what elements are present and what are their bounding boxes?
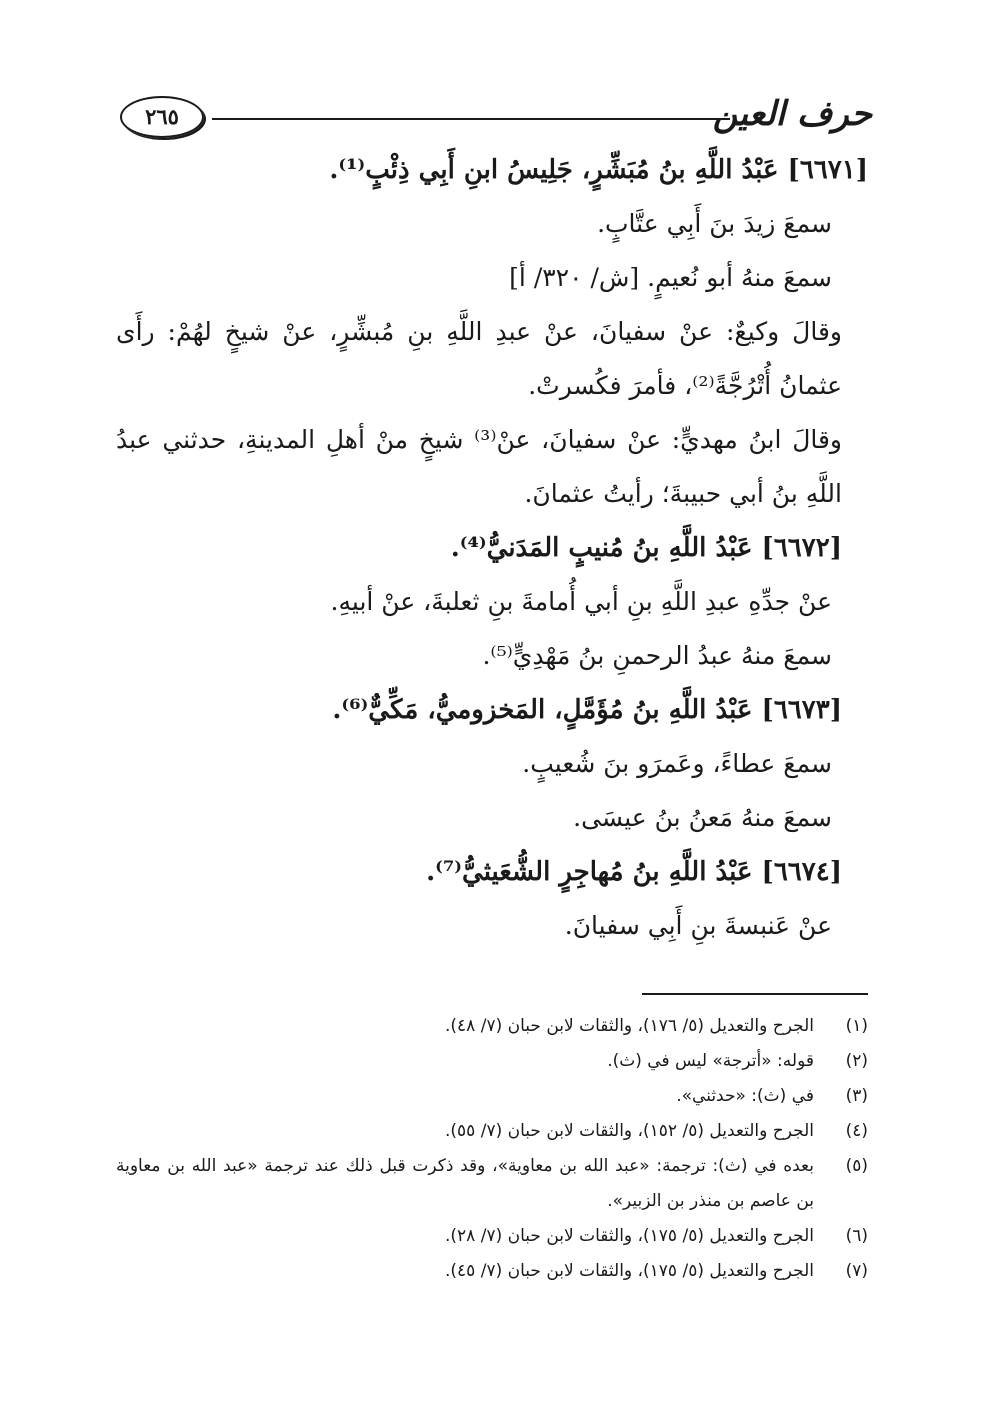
footnote-text: الجرح والتعديل (٥/ ١٧٥)، والثقات لابن حبان (٧/ ٤٥). [445,1261,814,1281]
footnotes [116,1009,868,1289]
footnote-item [116,1079,868,1114]
footnote-text: الجرح والتعديل (٥/ ١٥٢)، والثقات لابن حبان (٧/ ٥٥). [445,1121,814,1141]
text-line: سمعَ زيدَ بنَ أَبِي عتَّابٍ. [597,209,832,238]
footnote-text: الجرح والتعديل (٥/ ١٧٦)، والثقات لابن حبان (٧/ ٤٨). [445,1016,814,1036]
footnote-item [116,1009,868,1044]
text-line: سمعَ منهُ عبدُ الرحمنِ بنُ مَهْدِيٍّ⁽⁵⁾. [482,641,832,670]
chapter-title: حرف العين [712,94,872,134]
footnote-text: في (ث): «حدثني». [676,1086,814,1106]
footnote-number: (٧) [845,1261,868,1281]
page-number-badge: ٢٦٥ [120,96,204,138]
text-line: سمعَ منهُ مَعنُ بنُ عيسَى. [573,803,832,832]
text-line: عنْ عَنبسةَ بنِ أَبِي سفيانَ. [564,911,832,940]
text-line: سمعَ عطاءً، وعَمرَو بنَ شُعيبٍ. [522,749,832,778]
main-text [116,143,868,953]
text-line: سمعَ منهُ أبو نُعيمٍ. [ش/ ٣٢٠/ أ] [509,263,832,292]
footnote-number: (١) [845,1016,868,1036]
entry-heading-6672: [٦٦٧٢] عَبْدُ اللَّهِ بنُ مُنيبٍ المَدَنيُّ⁽⁴⁾. [450,533,842,563]
entry-heading-6673: [٦٦٧٣] عَبْدُ اللَّهِ بنُ مُؤَمَّلٍ، المَخزوميُّ، مَكِّيٌّ⁽⁶⁾. [332,695,842,725]
footnote-text: الجرح والتعديل (٥/ ١٧٥)، والثقات لابن حبان (٧/ ٢٨). [445,1226,814,1246]
text-paragraph: وقالَ وكيعٌ: عنْ سفيانَ، عنْ عبدِ اللَّهِ بنِ مُبشِّرٍ، عنْ شيخٍ لهُمْ: رأَى عثمانُ أُتْرُجَّةً⁽²⁾، فأمرَ فكُسرتْ. [116,317,842,400]
entry-heading-6674: [٦٦٧٤] عَبْدُ اللَّهِ بنُ مُهاجِرٍ الشُّعَيثيُّ⁽⁷⁾. [426,857,842,887]
text-line: عنْ جدِّهِ عبدِ اللَّهِ بنِ أبي أُمامةَ بنِ ثعلبةَ، عنْ أبيهِ. [330,587,832,616]
entry-heading-6671: [٦٦٧١] عَبْدُ اللَّهِ بنُ مُبَشِّرٍ، جَلِيسُ ابنِ أَبِي ذِئْبٍ⁽¹⁾. [329,155,868,185]
footnote-number: (٦) [845,1226,868,1246]
footnote-item [116,1044,868,1079]
footnote-item [116,1219,868,1254]
footnote-text: قوله: «أترجة» ليس في (ث). [607,1051,814,1071]
footnote-item [116,1254,868,1289]
footnote-number: (٤) [845,1121,868,1141]
footnote-item [116,1149,868,1219]
header-rule [212,118,730,120]
text-paragraph: وقالَ ابنُ مهديٍّ: عنْ سفيانَ، عنْ⁽³⁾ شيخٍ منْ أهلِ المدينةِ، حدثني عبدُ اللَّهِ بنُ أبي حبيبةَ؛ رأيتُ عثمانَ. [116,425,842,508]
footnote-item [116,1114,868,1149]
footnote-text: بعده في (ث): ترجمة: «عبد الله بن معاوية»، وقد ذكرت قبل ذلك عند ترجمة «عبد الله بن معاوية بن عاصم بن منذر بن الزبير». [116,1156,814,1211]
page-header [120,88,872,144]
footnote-number: (٥) [845,1156,868,1176]
footnote-separator [642,993,868,995]
footnote-number: (٢) [845,1051,868,1071]
footnote-number: (٣) [845,1086,868,1106]
